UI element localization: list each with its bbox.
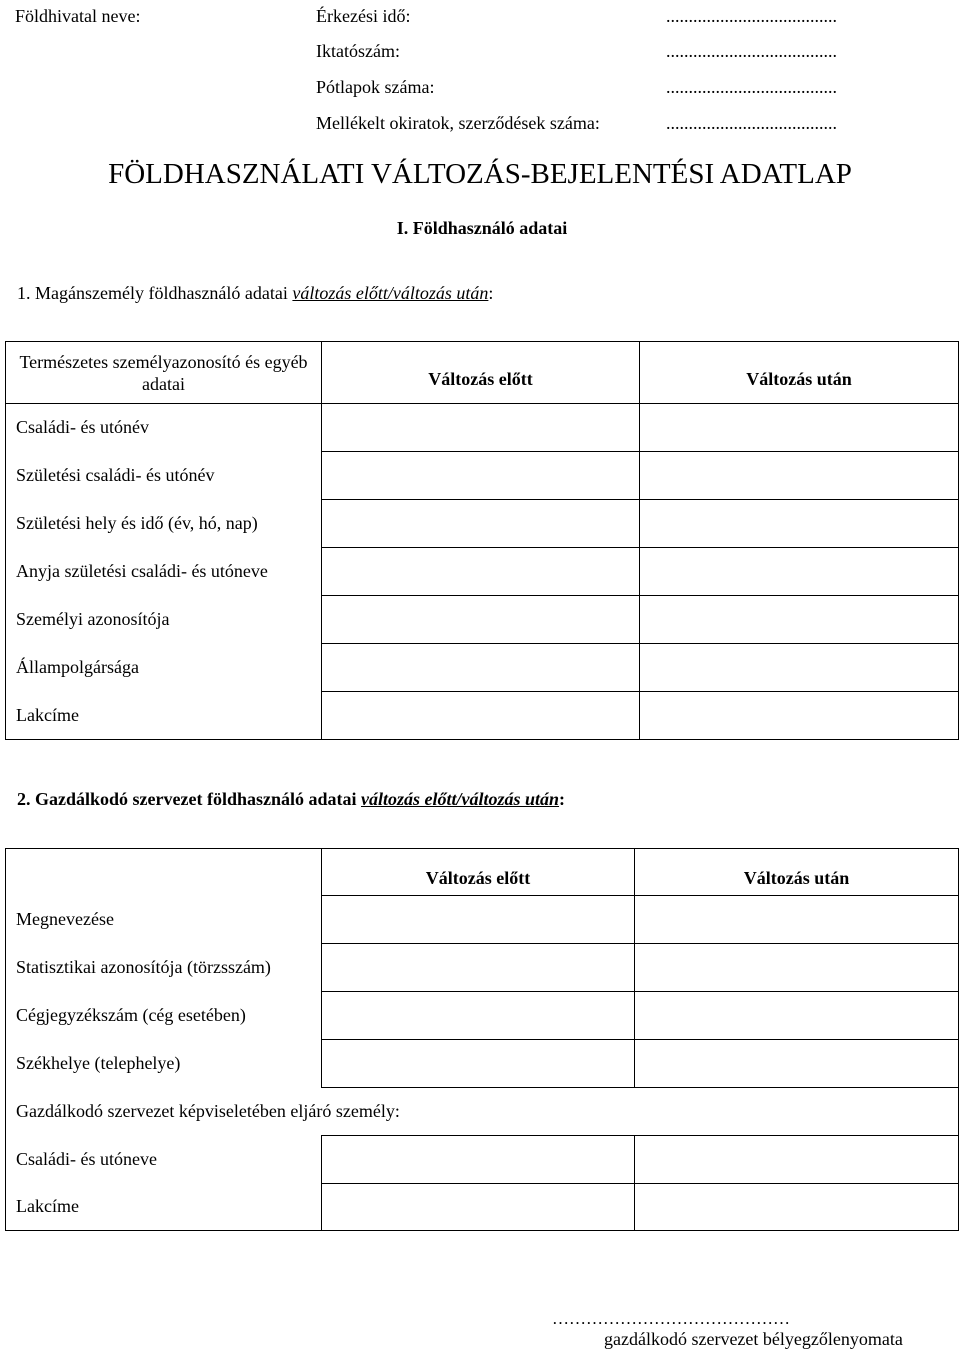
file-number-label: Iktatószám: [316, 41, 400, 61]
section2-subheading-italic: változás előtt/változás után [361, 789, 560, 809]
office-name-label: Földhivatal neve: [15, 6, 141, 26]
section1-subheading-suffix: : [488, 283, 494, 303]
org-cell-after-seat[interactable] [635, 1040, 959, 1088]
org-row-label-rep-address: Lakcíme [6, 1184, 322, 1231]
org-cell-after-rep-address[interactable] [635, 1184, 959, 1231]
form-title: FÖLDHASZNÁLATI VÁLTOZÁS-BEJELENTÉSI ADATLAP [108, 158, 852, 190]
section2-subheading [17, 789, 565, 810]
cell-before-personal-id[interactable] [322, 596, 640, 644]
org-cell-after-company-reg[interactable] [635, 992, 959, 1040]
cell-before-birth-name[interactable] [322, 452, 640, 500]
extra-pages-label: Pótlapok száma: [316, 77, 435, 97]
org-cell-before-seat[interactable] [322, 1040, 635, 1088]
col-header-before: Változás előtt [322, 342, 640, 404]
row-label-mother-name: Anyja születési családi- és utóneve [6, 548, 322, 596]
row-label-birth-place-date: Születési hely és idő (év, hó, nap) [6, 500, 322, 548]
row-label-citizenship: Állampolgársága [6, 644, 322, 692]
cell-before-address[interactable] [322, 692, 640, 740]
org-col-header-before: Változás előtt [322, 849, 635, 896]
section1-subheading-italic: változás előtt/változás után [292, 283, 489, 303]
cell-before-mother-name[interactable] [322, 548, 640, 596]
cell-after-address[interactable] [640, 692, 959, 740]
row-label-personal-id: Személyi azonosítója [6, 596, 322, 644]
org-cell-after-name[interactable] [635, 896, 959, 944]
file-number-field[interactable]: ...................................... [666, 41, 837, 61]
arrival-time-field[interactable]: ...................................... [666, 6, 837, 26]
extra-pages-field[interactable]: ...................................... [666, 77, 837, 97]
cell-after-personal-id[interactable] [640, 596, 959, 644]
stamp-label: gazdálkodó szervezet bélyegzőlenyomata [604, 1329, 903, 1349]
col-header-personal-data: Természetes személyazonosító és egyéb adatai [6, 342, 322, 404]
section1-subheading-prefix: 1. Magánszemély földhasználó adatai [17, 283, 293, 303]
col-header-after: Változás után [640, 342, 959, 404]
cell-after-name[interactable] [640, 404, 959, 452]
org-row-label-stat-id: Statisztikai azonosítója (törzsszám) [6, 944, 322, 992]
cell-after-birth-name[interactable] [640, 452, 959, 500]
org-cell-before-name[interactable] [322, 896, 635, 944]
attachments-field[interactable]: ...................................... [666, 113, 837, 133]
row-label-address: Lakcíme [6, 692, 322, 740]
row-label-birth-name: Születési családi- és utónév [6, 452, 322, 500]
cell-after-mother-name[interactable] [640, 548, 959, 596]
org-row-label-seat: Székhelye (telephelye) [6, 1040, 322, 1088]
org-cell-after-stat-id[interactable] [635, 944, 959, 992]
attachments-label: Mellékelt okiratok, szerződések száma: [316, 113, 600, 133]
cell-before-citizenship[interactable] [322, 644, 640, 692]
org-row-label-rep-name: Családi- és utóneve [6, 1136, 322, 1184]
row-label-name: Családi- és utónév [6, 404, 322, 452]
cell-after-birth-place-date[interactable] [640, 500, 959, 548]
org-cell-before-company-reg[interactable] [322, 992, 635, 1040]
org-col-header-after: Változás után [635, 849, 959, 896]
org-row-label-company-reg: Cégjegyzékszám (cég esetében) [6, 992, 322, 1040]
section1-subheading [17, 283, 493, 304]
arrival-time-label: Érkezési idő: [316, 6, 411, 26]
stamp-line: …………………………………… [552, 1309, 790, 1328]
cell-after-citizenship[interactable] [640, 644, 959, 692]
private-person-table [5, 341, 959, 740]
org-row-label-name: Megnevezése [6, 896, 322, 944]
section1-heading: I. Földhasználó adatai [396, 218, 568, 238]
cell-before-birth-place-date[interactable] [322, 500, 640, 548]
organization-table [5, 848, 959, 1231]
cell-before-name[interactable] [322, 404, 640, 452]
section2-subheading-suffix: : [559, 789, 566, 809]
org-cell-before-rep-address[interactable] [322, 1184, 635, 1231]
org-cell-after-rep-name[interactable] [635, 1136, 959, 1184]
org-cell-before-rep-name[interactable] [322, 1136, 635, 1184]
section2-subheading-prefix: 2. Gazdálkodó szervezet földhasználó adatai [17, 789, 361, 809]
org-cell-before-stat-id[interactable] [322, 944, 635, 992]
org-representative-label: Gazdálkodó szervezet képviseletében eljáró személy: [6, 1088, 959, 1136]
col-header-empty [6, 849, 322, 896]
